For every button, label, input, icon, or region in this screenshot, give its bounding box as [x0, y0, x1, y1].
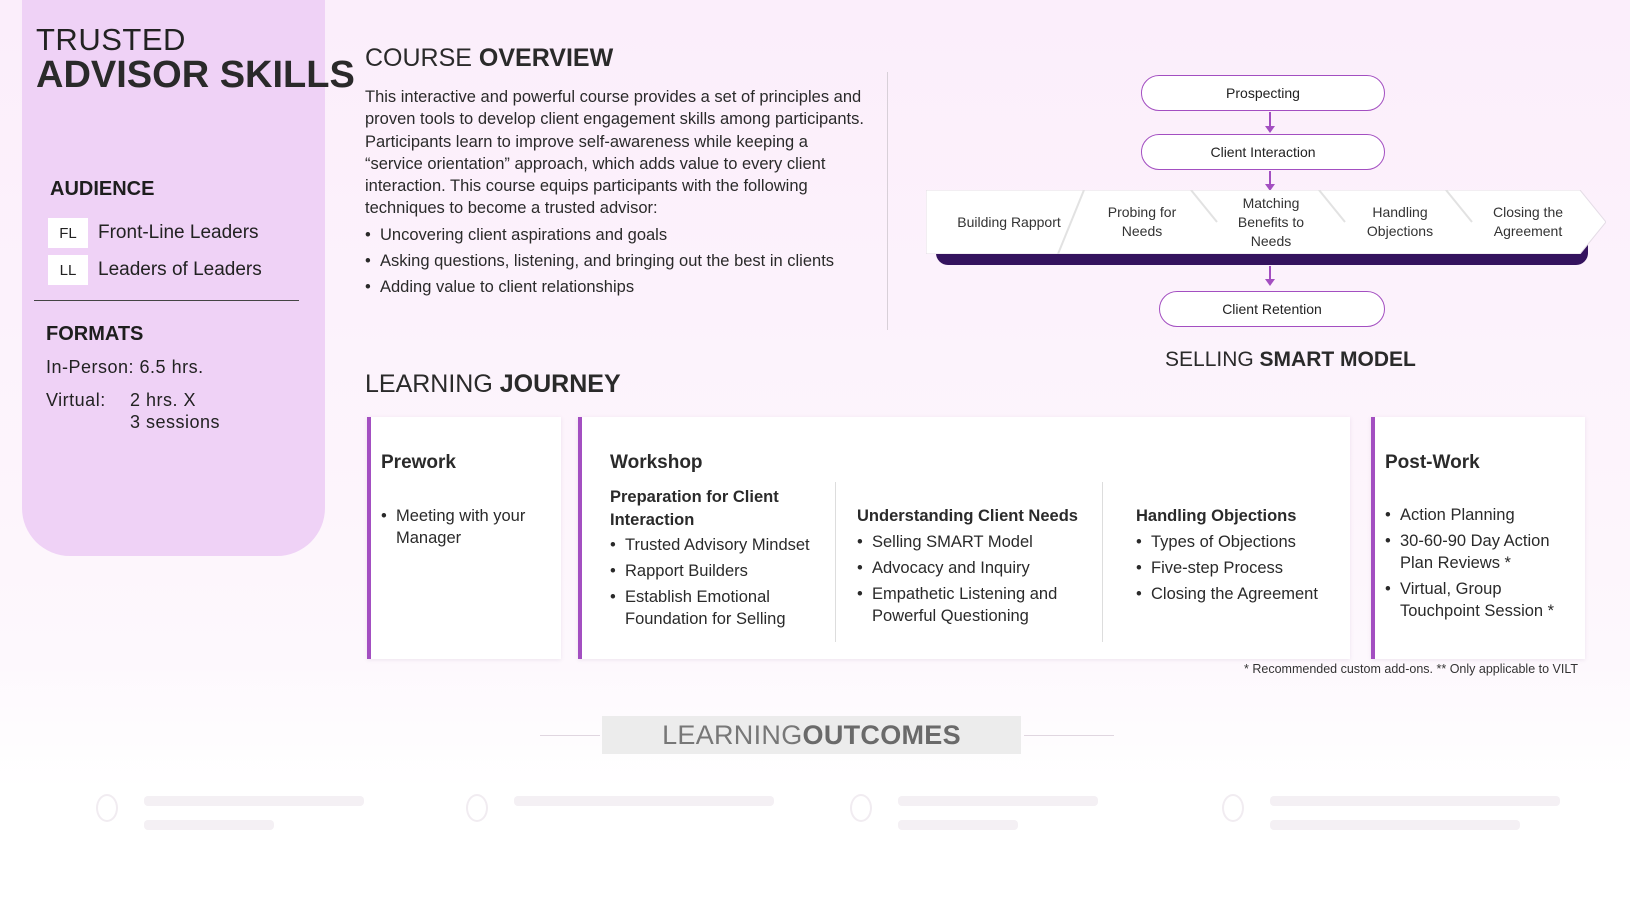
- list-item: • Five-step Process: [1136, 557, 1341, 579]
- overview-heading: [365, 44, 613, 73]
- column-divider: [835, 482, 836, 642]
- outcomes-heading-light: LEARNING: [662, 719, 803, 750]
- workshop-column-list: [1136, 531, 1341, 609]
- format-in-person: In-Person: 6.5 hrs.: [46, 357, 204, 377]
- outcome-placeholder: [1222, 790, 1562, 840]
- course-title: ADVISOR SKILLS: [36, 54, 355, 96]
- journey-heading: [365, 370, 621, 399]
- outcomes-heading: [602, 716, 1021, 754]
- overview-paragraph: This interactive and powerful course provides a set of principles and proven tools to develop client engagement skills among participants. Participants learn to improve self-awareness while keeping a “service orientation” approach, which adds value to every client interaction. This course equips participants with the following techniques to become a trusted advisor:: [365, 88, 864, 218]
- outcome-text-placeholder: [898, 796, 1098, 806]
- outcome-placeholder: [96, 790, 396, 840]
- overview-heading-bold: OVERVIEW: [478, 44, 614, 72]
- outcome-placeholder: [466, 790, 786, 840]
- format-virtual-duration: 2 hrs. X: [130, 390, 197, 410]
- overview-heading-light: COURSE: [365, 44, 479, 72]
- outcomes-rule-left: [540, 735, 600, 736]
- process-chevron-band: [926, 190, 1606, 254]
- step-handling-objections: Handling Objections: [1366, 204, 1434, 239]
- list-item: • Meeting with your Manager: [381, 505, 551, 549]
- audience-heading: AUDIENCE: [50, 178, 155, 200]
- workshop-column-list: [857, 531, 1082, 631]
- overview-bullet-list: [365, 224, 835, 302]
- list-item: • Rapport Builders: [610, 560, 825, 582]
- prework-list: [381, 505, 551, 553]
- outcome-text-placeholder: [144, 796, 364, 806]
- list-item: • Trusted Advisory Mindset: [610, 534, 825, 556]
- list-item: • Advocacy and Inquiry: [857, 557, 1082, 579]
- outcomes-heading-bold: OUTCOMES: [802, 719, 961, 750]
- list-item: • 30-60-90 Day Action Plan Reviews *: [1385, 530, 1583, 574]
- pill-prospecting: Prospecting: [1141, 75, 1385, 111]
- down-arrow-icon: [1269, 171, 1271, 185]
- outcome-text-placeholder: [898, 820, 1018, 830]
- pill-client-retention: Client Retention: [1159, 291, 1385, 327]
- list-item: • Empathetic Listening and Powerful Questioning: [857, 583, 1082, 627]
- journey-heading-bold: JOURNEY: [499, 370, 621, 398]
- formats-heading: FORMATS: [46, 323, 144, 345]
- outcomes-rule-right: [1024, 735, 1114, 736]
- course-sidebar: [22, 0, 355, 556]
- postwork-title: Post-Work: [1385, 452, 1480, 473]
- workshop-column-heading: Preparation for Client Interaction: [610, 488, 779, 529]
- outcome-text-placeholder: [1270, 820, 1520, 830]
- postwork-card: [1371, 417, 1585, 659]
- outcome-icon: [96, 794, 118, 822]
- smart-model-caption-light: SELLING: [1165, 348, 1260, 371]
- audience-code-badge: LL: [48, 255, 88, 285]
- workshop-column-heading: Handling Objections: [1136, 507, 1297, 525]
- column-divider: [1102, 482, 1103, 642]
- step-building-rapport: Building Rapport: [957, 213, 1061, 230]
- pill-client-interaction: Client Interaction: [1141, 134, 1385, 170]
- list-item: • Closing the Agreement: [1136, 583, 1341, 605]
- outcome-icon: [850, 794, 872, 822]
- audience-label: Leaders of Leaders: [98, 259, 262, 280]
- outcome-text-placeholder: [1270, 796, 1560, 806]
- journey-heading-light: LEARNING: [365, 370, 500, 398]
- workshop-card: [578, 417, 1350, 659]
- outcome-text-placeholder: [514, 796, 774, 806]
- audience-code-badge: FL: [48, 218, 88, 248]
- format-virtual-sessions: 3 sessions: [130, 412, 221, 432]
- list-item: • Uncovering client aspirations and goals: [365, 224, 835, 246]
- list-item: • Types of Objections: [1136, 531, 1341, 553]
- workshop-title: Workshop: [610, 452, 703, 473]
- list-item: • Virtual, Group Touchpoint Session *: [1385, 578, 1583, 622]
- outcome-placeholder: [850, 790, 1150, 840]
- list-item: • Establish Emotional Foundation for Selling: [610, 586, 825, 630]
- outcome-icon: [1222, 794, 1244, 822]
- down-arrow-icon: [1269, 112, 1271, 127]
- list-item: • Action Planning: [1385, 504, 1583, 526]
- sidebar-divider: [34, 300, 299, 301]
- smart-model-caption: [1165, 348, 1416, 372]
- prework-card: [367, 417, 561, 659]
- audience-label: Front-Line Leaders: [98, 222, 259, 243]
- course-title-prefix: TRUSTED: [36, 22, 186, 57]
- workshop-column-heading: Understanding Client Needs: [857, 507, 1078, 525]
- list-item: • Asking questions, listening, and bringing out the best in clients: [365, 250, 835, 272]
- smart-model-caption-bold: SMART MODEL: [1259, 348, 1416, 371]
- outcome-icon: [466, 794, 488, 822]
- list-item: • Selling SMART Model: [857, 531, 1082, 553]
- audience-item: [48, 255, 262, 285]
- audience-item: [48, 218, 259, 248]
- workshop-column-list: [610, 534, 825, 634]
- postwork-list: [1385, 504, 1583, 626]
- format-virtual-label: Virtual:: [46, 390, 106, 410]
- step-matching-benefits: Matching Benefits to Needs: [1237, 194, 1305, 249]
- list-item: • Adding value to client relationships: [365, 276, 835, 298]
- step-closing-agreement: Closing the Agreement: [1492, 204, 1564, 239]
- step-probing-for-needs: Probing for Needs: [1107, 204, 1177, 239]
- down-arrow-icon: [1269, 266, 1271, 280]
- journey-footnote: * Recommended custom add-ons. ** Only applicable to VILT: [1244, 662, 1578, 676]
- section-divider: [887, 72, 888, 330]
- prework-title: Prework: [381, 452, 456, 473]
- outcome-text-placeholder: [144, 820, 274, 830]
